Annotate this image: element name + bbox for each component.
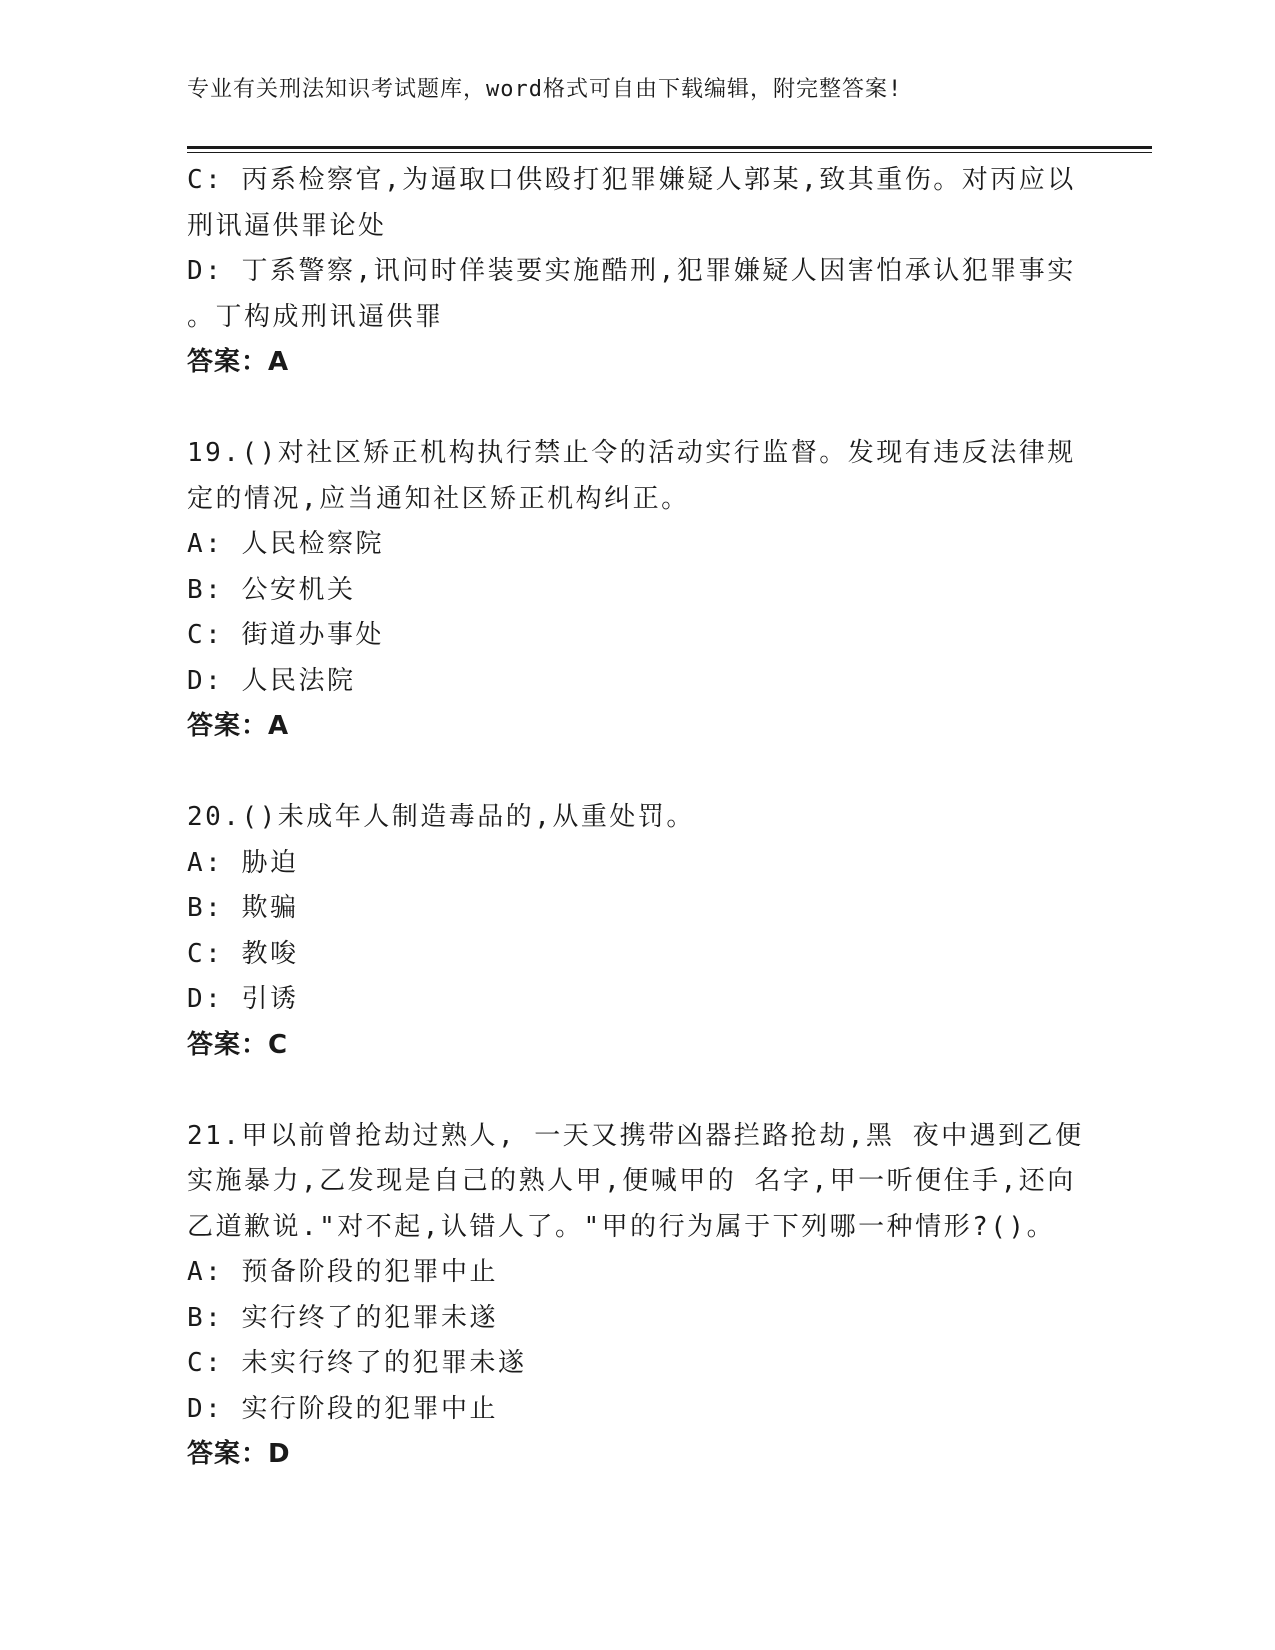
question-line: C: 丙系检察官,为逼取口供殴打犯罪嫌疑人郭某,致其重伤。对丙应以	[187, 165, 1076, 195]
document-header: 专业有关刑法知识考试题库，word格式可自由下载编辑，附完整答案!	[187, 77, 903, 102]
question-stem: 20.()未成年人制造毒品的,从重处罚。	[187, 802, 695, 832]
question-stem: 乙道歉说."对不起,认错人了。"甲的行为属于下列哪一种情形?()。	[187, 1211, 1056, 1242]
option-a: A: 预备阶段的犯罪中止	[187, 1257, 498, 1287]
option-c: C: 教唆	[187, 938, 299, 969]
answer-line: 答案：C	[187, 1029, 289, 1060]
option-c: C: 街道办事处	[187, 620, 384, 650]
block-spacer	[187, 1068, 1087, 1114]
header-rule-thin	[187, 152, 1152, 153]
question-stem: 定的情况,应当通知社区矫正机构纠正。	[187, 483, 690, 514]
answer-line: 答案：A	[187, 347, 290, 377]
question-block	[187, 1114, 1087, 1478]
header-rule-thick	[187, 146, 1152, 149]
answer-line: 答案：D	[187, 1439, 291, 1469]
question-line: D: 丁系警察,讯问时佯装要实施酷刑,犯罪嫌疑人因害怕承认犯罪事实	[187, 256, 1076, 286]
option-a: A: 人民检察院	[187, 529, 384, 559]
option-d: D: 引诱	[187, 984, 299, 1014]
question-line: 。丁构成刑讯逼供罪	[187, 301, 444, 332]
option-d: D: 人民法院	[187, 665, 356, 696]
option-c: C: 未实行终了的犯罪未遂	[187, 1348, 527, 1378]
document-body	[187, 158, 1087, 1478]
question-stem: 实施暴力,乙发现是自己的熟人甲,便喊甲的 名字,甲一听便住手,还向	[187, 1166, 1076, 1196]
question-block	[187, 431, 1087, 750]
option-b: B: 实行终了的犯罪未遂	[187, 1302, 498, 1333]
option-d: D: 实行阶段的犯罪中止	[187, 1393, 498, 1424]
question-line: 刑讯逼供罪论处	[187, 210, 387, 241]
block-spacer	[187, 750, 1087, 796]
answer-line: 答案：A	[187, 711, 290, 741]
question-stem: 19.()对社区矫正机构执行禁止令的活动实行监督。发现有违反法律规	[187, 438, 1076, 468]
option-a: A: 胁迫	[187, 847, 299, 878]
block-spacer	[187, 386, 1087, 432]
question-stem: 21.甲以前曾抢劫过熟人, 一天又携带凶器拦路抢劫,黑 夜中遇到乙便	[187, 1120, 1084, 1151]
option-b: B: 欺骗	[187, 893, 299, 923]
option-b: B: 公安机关	[187, 574, 356, 605]
question-block	[187, 795, 1087, 1068]
question-block	[187, 158, 1087, 386]
